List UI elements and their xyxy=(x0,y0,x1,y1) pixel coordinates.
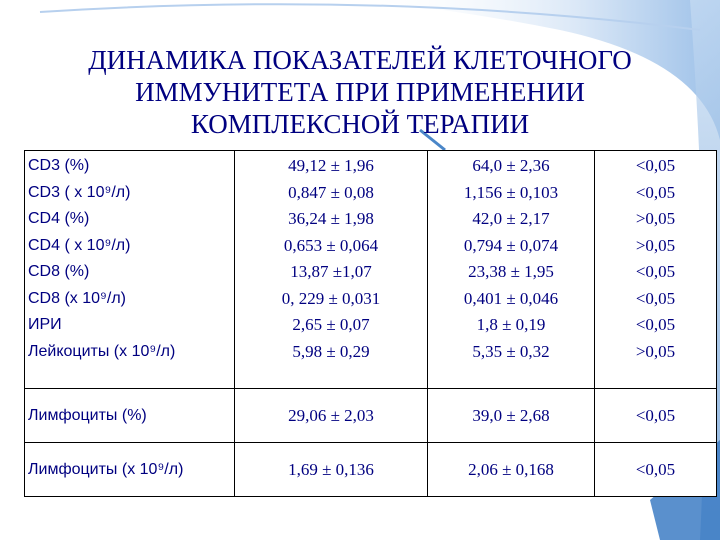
before-column xyxy=(235,151,428,389)
value-cell: 1,8 ± 0,19 xyxy=(476,315,546,334)
value-cell: 29,06 ± 2,03 xyxy=(235,389,428,443)
value-cell: 0,653 ± 0,064 xyxy=(283,235,379,255)
p-value-cell: <0,05 xyxy=(635,288,676,308)
value-cell: 23,38 ± 1,95 xyxy=(468,262,554,281)
value-cell: 49,12 ± 1,96 xyxy=(288,156,374,175)
value-cell: 36,24 ± 1,98 xyxy=(288,209,374,228)
slide-title xyxy=(40,44,680,140)
table-row xyxy=(25,389,717,443)
value-cell: 0,847 ± 0,08 xyxy=(288,182,374,202)
value-cell: 2,06 ± 0,168 xyxy=(428,443,595,497)
p-value-cell: <0,05 xyxy=(635,262,676,281)
p-value-cell: <0,05 xyxy=(595,389,717,443)
title-line: ИММУНИТЕТА ПРИ ПРИМЕНЕНИИ xyxy=(135,77,585,107)
indicator-label: Лимфоциты (%) xyxy=(25,389,235,443)
indicator-label: CD8 (x 10⁹/л) xyxy=(28,289,126,307)
p-value-column xyxy=(595,151,717,389)
value-cell: 5,35 ± 0,32 xyxy=(472,341,550,361)
indicator-label: ИРИ xyxy=(28,316,62,333)
p-value-cell: <0,05 xyxy=(635,315,676,334)
value-cell: 13,87 ±1,07 xyxy=(290,262,372,281)
indicator-label: Лимфоциты (x 10⁹/л) xyxy=(25,443,235,497)
value-cell: 64,0 ± 2,36 xyxy=(472,156,550,175)
p-value-cell: >0,05 xyxy=(635,341,676,361)
p-value-cell: >0,05 xyxy=(635,235,676,255)
value-cell: 2,65 ± 0,07 xyxy=(292,315,370,334)
value-cell: 0,401 ± 0,046 xyxy=(463,288,559,308)
table-row xyxy=(25,443,717,497)
indicator-column xyxy=(25,151,235,389)
value-cell: 42,0 ± 2,17 xyxy=(472,209,550,228)
p-value-cell: <0,05 xyxy=(595,443,717,497)
table-row-group xyxy=(25,151,717,389)
indicator-label: CD4 (%) xyxy=(28,210,90,227)
p-value-cell: >0,05 xyxy=(635,209,676,228)
indicator-label: CD8 (%) xyxy=(28,263,90,280)
value-cell: 39,0 ± 2,68 xyxy=(428,389,595,443)
title-line: КОМПЛЕКСНОЙ ТЕРАПИИ xyxy=(190,109,530,139)
indicator-label: Лейкоциты (x 10⁹/л) xyxy=(28,342,176,360)
indicator-label: CD3 (%) xyxy=(28,157,90,174)
indicator-label: CD4 ( x 10⁹/л) xyxy=(28,236,131,254)
indicator-label: CD3 ( x 10⁹/л) xyxy=(28,183,131,201)
p-value-cell: <0,05 xyxy=(635,156,676,175)
title-line: ДИНАМИКА ПОКАЗАТЕЛЕЙ КЛЕТОЧНОГО xyxy=(88,45,632,75)
value-cell: 0, 229 ± 0,031 xyxy=(281,288,381,308)
after-column xyxy=(428,151,595,389)
value-cell: 0,794 ± 0,074 xyxy=(463,235,559,255)
p-value-cell: <0,05 xyxy=(635,182,676,202)
value-cell: 1,69 ± 0,136 xyxy=(235,443,428,497)
value-cell: 1,156 ± 0,103 xyxy=(463,182,559,202)
immunity-table xyxy=(24,150,717,497)
value-cell: 5,98 ± 0,29 xyxy=(292,341,370,361)
